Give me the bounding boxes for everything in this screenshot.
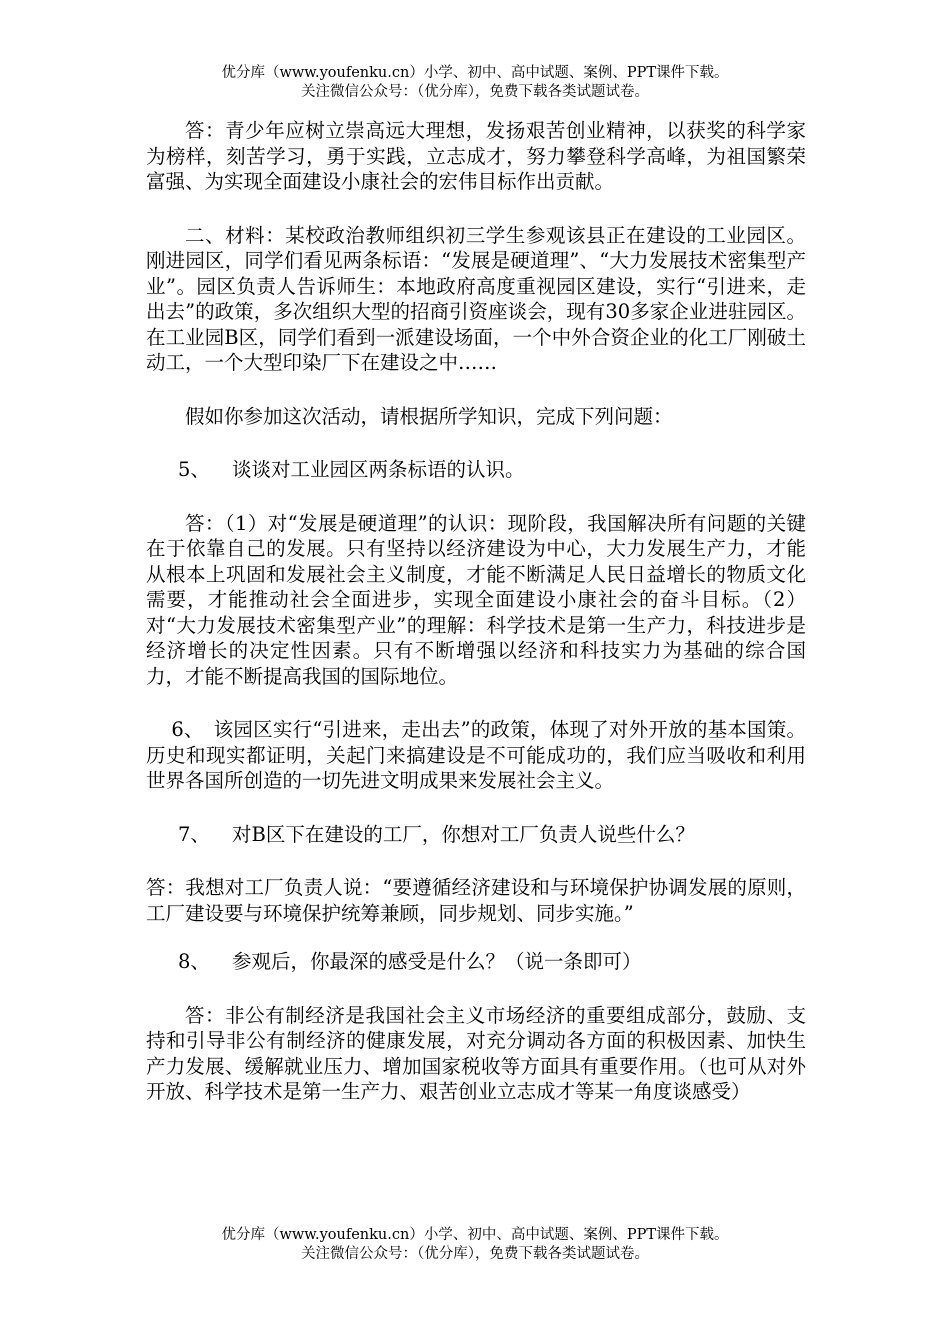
footer-line-2: 关注微信公众号：（优分库），免费下载各类试题试卷。 <box>301 1246 649 1262</box>
material-paragraph: 二、材料：某校政治教师组织初三学生参观该县正在建设的工业园区。刚进园区，同学们看见两条标语：“发展是硬道理”、“大力发展技术密集型产业”。园区负责人告诉师生：本地政府高度重视园区建设，实行“引进来，走出去”的政策，多次组织大型的招商引资座谈会，现有30多家企业进驻园区。在工业园B区，同学们看到一派建设场面，一个中外合资企业的化工厂刚破土动工，一个大型印染厂下在建设之中…… <box>146 223 806 374</box>
question-8-number: 8、 <box>178 950 210 973</box>
header-line-1: 优分库（www.youfenku.cn）小学、初中、高中试题、案例、PPT课件下载。 <box>221 65 729 81</box>
question-8 <box>146 949 806 975</box>
question-5-text: 谈谈对工业园区两条标语的认识。 <box>232 458 525 481</box>
document-body <box>146 118 806 1105</box>
answer-5: 答：（1）对“发展是硬道理”的认识：现阶段，我国解决所有问题的关键在于依靠自己的发展。只有坚持以经济建设为中心，大力发展生产力，才能从根本上巩固和发展社会主义制度，才能不断满足人民日益增长的物质文化需要，才能推动社会全面进步，实现全面建设小康社会的奋斗目标。（2）对“大力发展技术密集型产业”的理解：科学技术是第一生产力，科技进步是经济增长的决定性因素。只有不断增强以经济和科技实力为基础的综合国力，才能不断提高我国的国际地位。 <box>146 511 806 688</box>
question-8-text: 参观后，你最深的感受是什么？（说一条即可） <box>232 950 642 973</box>
question-7 <box>146 822 806 848</box>
question-5-number: 5、 <box>178 458 210 481</box>
answer-paragraph-intro: 答：青少年应树立崇高远大理想，发扬艰苦创业精神，以获奖的科学家为榜样，刻苦学习，勇于实践，立志成才，努力攀登科学高峰，为祖国繁荣富强、为实现全面建设小康社会的宏伟目标作出贡献。 <box>146 119 806 193</box>
page-header <box>0 64 950 102</box>
instruction-paragraph: 假如你参加这次活动，请根据所学知识，完成下列问题： <box>185 404 673 428</box>
answer-8: 答：非公有制经济是我国社会主义市场经济的重要组成部分，鼓励、支持和引导非公有制经济的健康发展，对充分调动各方面的积极因素、加快生产力发展、缓解就业压力、增加国家税收等方面具有重要作用。（也可从对外开放、科学技术是第一生产力、艰苦创业立志成才等某一角度谈感受） <box>146 1003 806 1103</box>
header-line-2: 关注微信公众号：（优分库），免费下载各类试题试卷。 <box>301 84 649 100</box>
answer-7: 答：我想对工厂负责人说：“要遵循经济建设和与环境保护协调发展的原则，工厂建设要与环境保护统筹兼顾，同步规划、同步实施。” <box>146 876 806 925</box>
footer-line-1: 优分库（www.youfenku.cn）小学、初中、高中试题、案例、PPT课件下载。 <box>221 1227 729 1243</box>
question-6: 6、 该园区实行“引进来，走出去”的政策，体现了对外开放的基本国策。历史和现实都证明，关起门来搞建设是不可能成功的，我们应当吸收和利用世界各国所创造的一切先进文明成果来发展社会主义。 <box>146 718 806 792</box>
question-7-number: 7、 <box>178 822 210 846</box>
page-footer <box>0 1226 950 1264</box>
question-5 <box>146 457 806 483</box>
question-7-text: 对B区下在建设的工厂，你想对工厂负责人说些什么？ <box>232 822 695 846</box>
